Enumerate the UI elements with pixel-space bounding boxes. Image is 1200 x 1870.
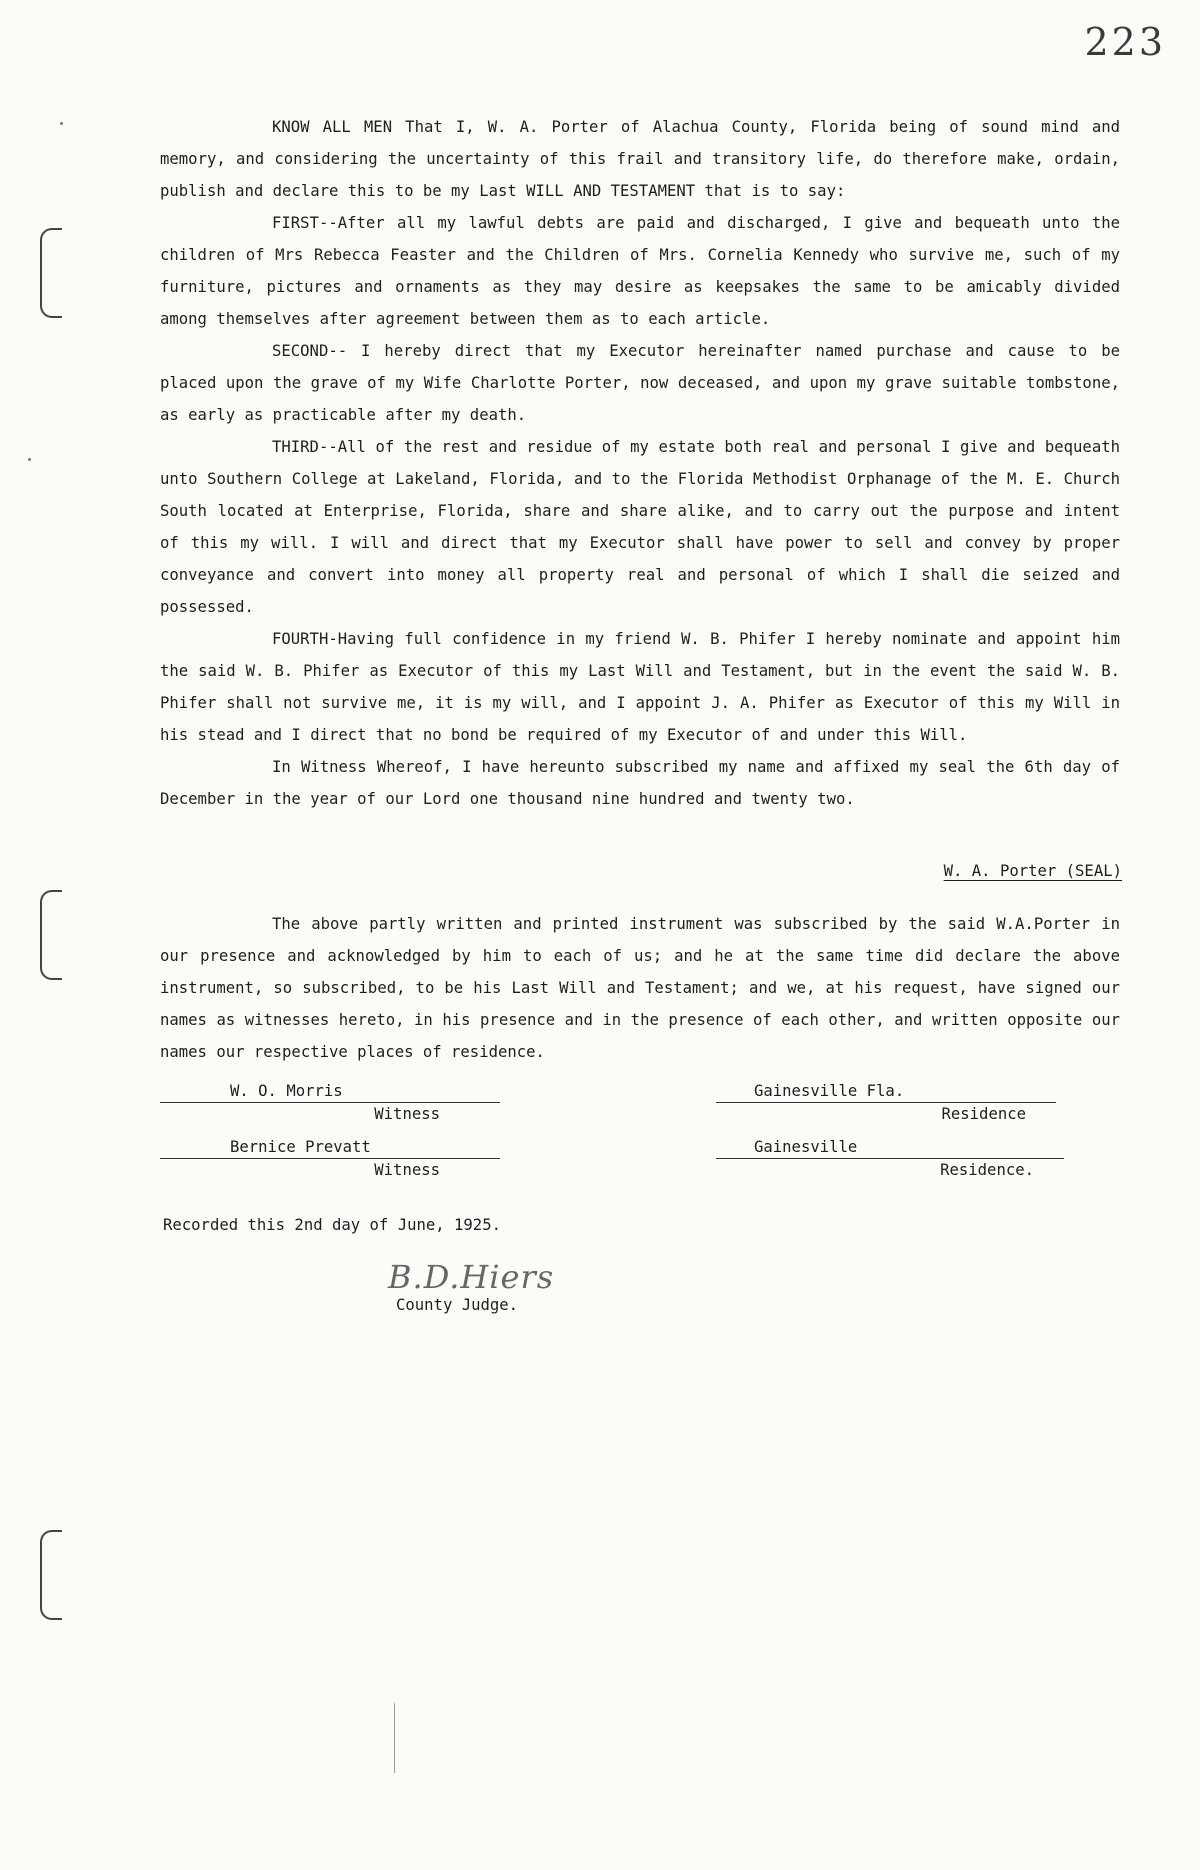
will-paragraph-second: SECOND-- I hereby direct that my Executor hereinafter named purchase and cause to be placed upon the grave of my Wife Charlotte Porter, now deceased, and upon my grave suitable tombstone, as early as practicable after my death.	[160, 342, 1120, 424]
witness-2-signature	[160, 1138, 500, 1179]
scan-line	[394, 1703, 395, 1773]
binder-hole	[40, 228, 62, 318]
testator-signature: W. A. Porter (SEAL)	[943, 862, 1122, 880]
witness-1-residence	[716, 1082, 1056, 1123]
binder-hole	[40, 890, 62, 980]
attestation-clause: The above partly written and printed instrument was subscribed by the said W.A.Porter in our presence and acknowledged by him to each of us; and he at the same time did declare the above instrument, so subscribed, to be his Last Will and Testament; and we, at his request, have signed our names as witnesses hereto, in his presence and in the presence of each other, and written opposite our names our respective places of residence.	[160, 915, 1120, 1061]
residence-caption: Residence	[941, 1105, 1026, 1123]
witness-name: W. O. Morris	[160, 1082, 500, 1103]
witness-name: Bernice Prevatt	[160, 1138, 500, 1159]
judge-signature: B.D.Hiers	[388, 1258, 555, 1296]
will-paragraph-witness-whereof: In Witness Whereof, I have hereunto subscribed my name and affixed my seal the 6th day of December in the year of our Lord one thousand nine hundred and twenty two.	[160, 758, 1120, 808]
scan-speck	[60, 122, 63, 125]
will-body	[160, 111, 1120, 815]
witness-1-signature	[160, 1082, 500, 1123]
will-paragraph-first: FIRST--After all my lawful debts are paid and discharged, I give and bequeath unto the children of Mrs Rebecca Feaster and the Children of Mrs. Cornelia Kennedy who survive me, such of my furniture, pictures and ornaments as they may desire as keepsakes the same to be amicably divided among themselves after agreement between them as to each article.	[160, 214, 1120, 328]
binder-hole	[40, 1530, 62, 1620]
page-number: 223	[1084, 20, 1166, 64]
will-paragraph-intro: KNOW ALL MEN That I, W. A. Porter of Alachua County, Florida being of sound mind and memory, and considering the uncertainty of this frail and transitory life, do therefore make, ordain, publish and declare this to be my Last WILL AND TESTAMENT that is to say:	[160, 118, 1120, 200]
residence-value: Gainesville	[716, 1138, 1064, 1159]
scan-speck	[28, 458, 31, 461]
witness-caption: Witness	[374, 1105, 440, 1123]
judge-title: County Judge.	[396, 1296, 519, 1314]
residence-value: Gainesville Fla.	[716, 1082, 1056, 1103]
residence-caption: Residence.	[940, 1161, 1034, 1179]
will-paragraph-third: THIRD--All of the rest and residue of my estate both real and personal I give and bequeath unto Southern College at Lakeland, Florida, and to the Florida Methodist Orphanage of the M. E. Church South located at Enterprise, Florida, share and share alike, and to carry out the purpose and intent of this my will. I will and direct that my Executor shall have power to sell and convey by proper conveyance and convert into money all property real and personal of which I shall die seized and possessed.	[160, 438, 1120, 616]
witness-2-residence	[716, 1138, 1064, 1179]
will-paragraph-fourth: FOURTH-Having full confidence in my friend W. B. Phifer I hereby nominate and appoint him the said W. B. Phifer as Executor of this my Last Will and Testament, but in the event the said W. B. Phifer shall not survive me, it is my will, and I appoint J. A. Phifer as Executor of this my Will in his stead and I direct that no bond be required of my Executor of and under this Will.	[160, 630, 1120, 744]
recorded-date: Recorded this 2nd day of June, 1925.	[163, 1216, 501, 1234]
witness-caption: Witness	[374, 1161, 440, 1179]
